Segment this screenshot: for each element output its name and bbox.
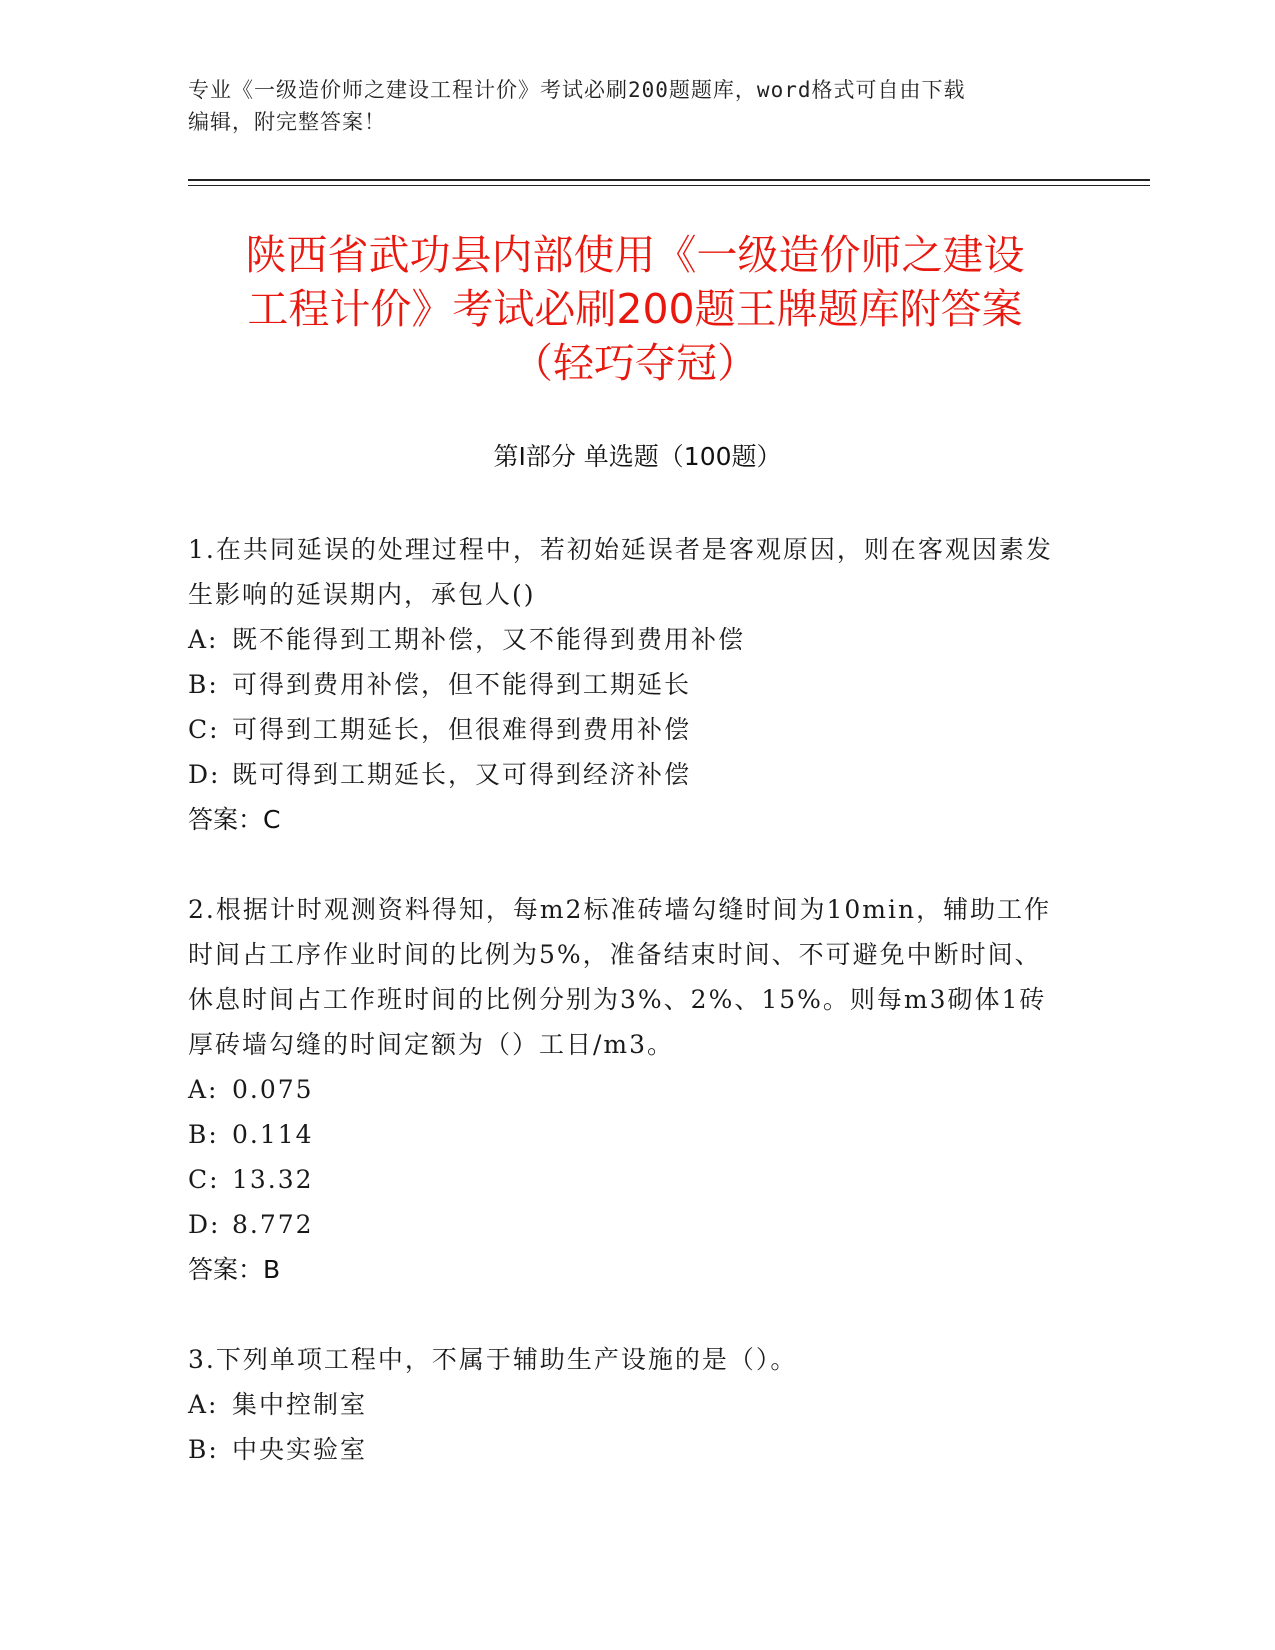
option-key: D:: [188, 760, 221, 789]
header-divider-thick: [188, 179, 1150, 181]
question-list: [188, 527, 1068, 1517]
option-b: [188, 1112, 1068, 1157]
section-heading: 第I部分 单选题（100题）: [493, 442, 782, 471]
option-key: C:: [188, 1165, 220, 1194]
option-text: 既可得到工期延长，又可得到经济补偿: [232, 760, 692, 789]
option-key: B:: [188, 670, 219, 699]
option-text: 可得到工期延长，但很难得到费用补偿: [232, 715, 692, 744]
question-stem: 2.根据计时观测资料得知，每m2标准砖墙勾缝时间为10min，辅助工作时间占工序作业时间的比例为5%，准备结束时间、不可避免中断时间、休息时间占工作班时间的比例分别为3%、2%、15%。则每m3砌体1砖厚砖墙勾缝的时间定额为（）工日/m3。: [188, 895, 1052, 1059]
option-key: A:: [188, 1390, 219, 1419]
option-c: [188, 707, 1068, 752]
option-a: [188, 617, 1068, 662]
question-stem: 1.在共同延误的处理过程中，若初始延误者是客观原因，则在客观因素发生影响的延误期内，承包人(): [188, 535, 1053, 609]
option-key: A:: [188, 625, 219, 654]
answer-label: 答案：B: [188, 1255, 281, 1284]
option-text: 集中控制室: [232, 1390, 368, 1419]
option-key: B:: [188, 1435, 219, 1464]
option-key: D:: [188, 1210, 221, 1239]
option-key: B:: [188, 1120, 219, 1149]
question-3: [188, 1337, 1068, 1472]
title-line-2: 工程计价》考试必刷200题王牌题库附答案: [247, 285, 1023, 333]
header-note: [188, 74, 1068, 138]
option-b: [188, 1427, 1068, 1472]
option-text: 中央实验室: [232, 1435, 368, 1464]
option-text: 13.32: [232, 1165, 314, 1194]
question-stem: 3.下列单项工程中，不属于辅助生产设施的是（）。: [188, 1345, 798, 1374]
title-line-3: （轻巧夺冠）: [512, 339, 758, 387]
header-divider-thin: [188, 185, 1150, 186]
title-line-1: 陕西省武功县内部使用《一级造价师之建设: [245, 231, 1025, 279]
option-key: C:: [188, 715, 220, 744]
option-d: [188, 752, 1068, 797]
answer-label: 答案：C: [188, 805, 281, 834]
option-text: 0.075: [232, 1075, 314, 1104]
option-c: [188, 1157, 1068, 1202]
document-title: [140, 228, 1130, 390]
header-note-line-2: 编辑，附完整答案！: [188, 110, 386, 134]
option-a: [188, 1067, 1068, 1112]
question-1: [188, 527, 1068, 842]
option-a: [188, 1382, 1068, 1427]
option-text: 既不能得到工期补偿，又不能得到费用补偿: [232, 625, 746, 654]
option-text: 0.114: [232, 1120, 314, 1149]
option-text: 可得到费用补偿，但不能得到工期延长: [232, 670, 692, 699]
question-2: [188, 887, 1068, 1292]
option-key: A:: [188, 1075, 219, 1104]
option-d: [188, 1202, 1068, 1247]
header-note-line-1: 专业《一级造价师之建设工程计价》考试必刷200题题库，word格式可自由下载: [188, 78, 966, 102]
option-text: 8.772: [232, 1210, 314, 1239]
option-b: [188, 662, 1068, 707]
